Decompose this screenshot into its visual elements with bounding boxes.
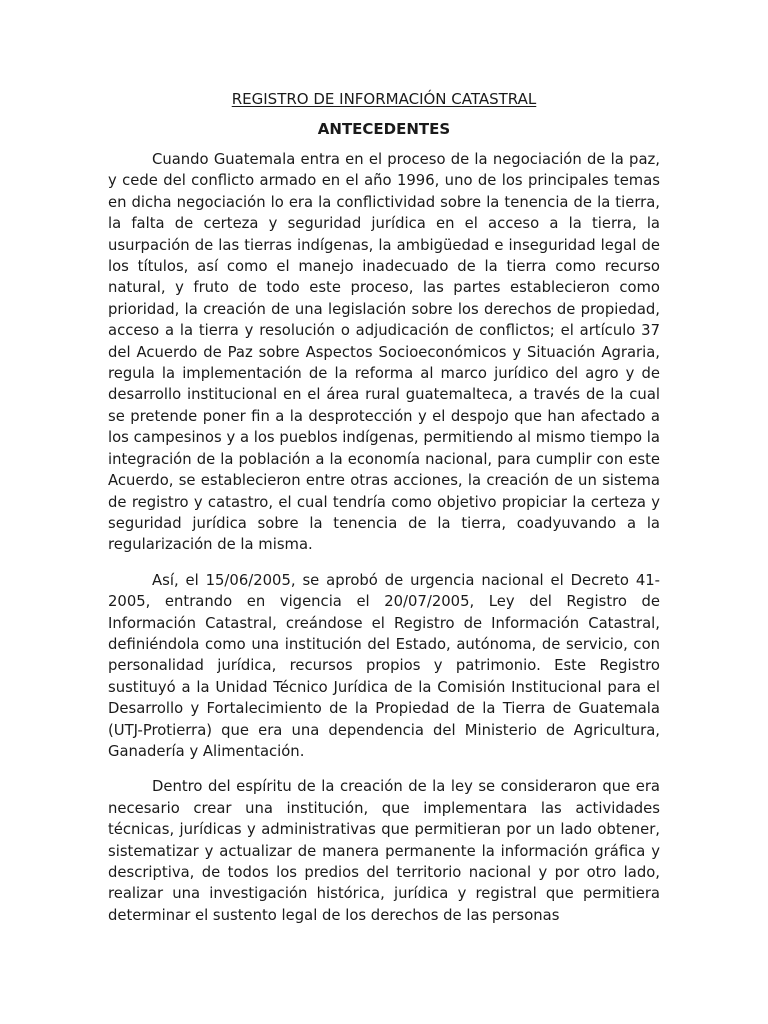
- paragraph-3: Dentro del espíritu de la creación de la ley se consideraron que era necesario crear una institución, que implementara las actividades técnicas, jurídicas y administrativas que permitieran por un lado obtener, sistematizar y actualizar de manera permanente la información gráfica y descriptiva, de todos los predios del territorio nacional y por otro lado, realizar una investigación histórica, jurídica y registral que permitiera determinar el sustento legal de los derechos de las personas: [108, 778, 660, 924]
- paragraph-2: Así, el 15/06/2005, se aprobó de urgencia nacional el Decreto 41-2005, entrando en vigencia el 20/07/2005, Ley del Registro de Información Catastral, creándose el Registro de Información Catastral, definiéndola como una institución del Estado, autónoma, de servicio, con personalidad jurídica, recursos propios y patrimonio. Este Registro sustituyó a la Unidad Técnico Jurídica de la Comisión Institucional para el Desarrollo y Fortalecimiento de la Propiedad de la Tierra de Guatemala (UTJ-Protierra) que era una dependencia del Ministerio de Agricultura, Ganadería y Alimentación.: [108, 571, 660, 760]
- section-heading: ANTECEDENTES: [317, 120, 451, 138]
- paragraph-1: Cuando Guatemala entra en el proceso de la negociación de la paz, y cede del conflicto armado en el año 1996, uno de los principales temas en dicha negociación lo era la conflictividad sobre la tenencia de la tierra, la falta de certeza y seguridad jurídica en el acceso a la tierra, la usurpación de las tierras indígenas, la ambigüedad e inseguridad legal de los títulos, así como el manejo inadecuado de la tierra como recurso natural, y fruto de todo este proceso, las partes establecieron como prioridad, la creación de una legislación sobre los derechos de propiedad, acceso a la tierra y resolución o adjudicación de conflictos; el artículo 37 del Acuerdo de Paz sobre Aspectos Socioeconómicos y Situación Agraria, regula la implementación de la reforma al marco jurídico del agro y de desarrollo institucional en el área rural guatemalteca, a través de la cual se pretende poner fin a la desprotección y el despojo que han afectado a los campesinos y a los pueblos indígenas, permitiendo al mismo tiempo la integración de la población a la economía nacional, para cumplir con este Acuerdo, se establecieron entre otras acciones, la creación de un sistema de registro y catastro, el cual tendría como objetivo propiciar la certeza y seguridad jurídica sobre la tenencia de la tierra, coadyuvando a la regularización de la misma.: [108, 151, 660, 554]
- document-title: REGISTRO DE INFORMACIÓN CATASTRAL: [231, 90, 537, 108]
